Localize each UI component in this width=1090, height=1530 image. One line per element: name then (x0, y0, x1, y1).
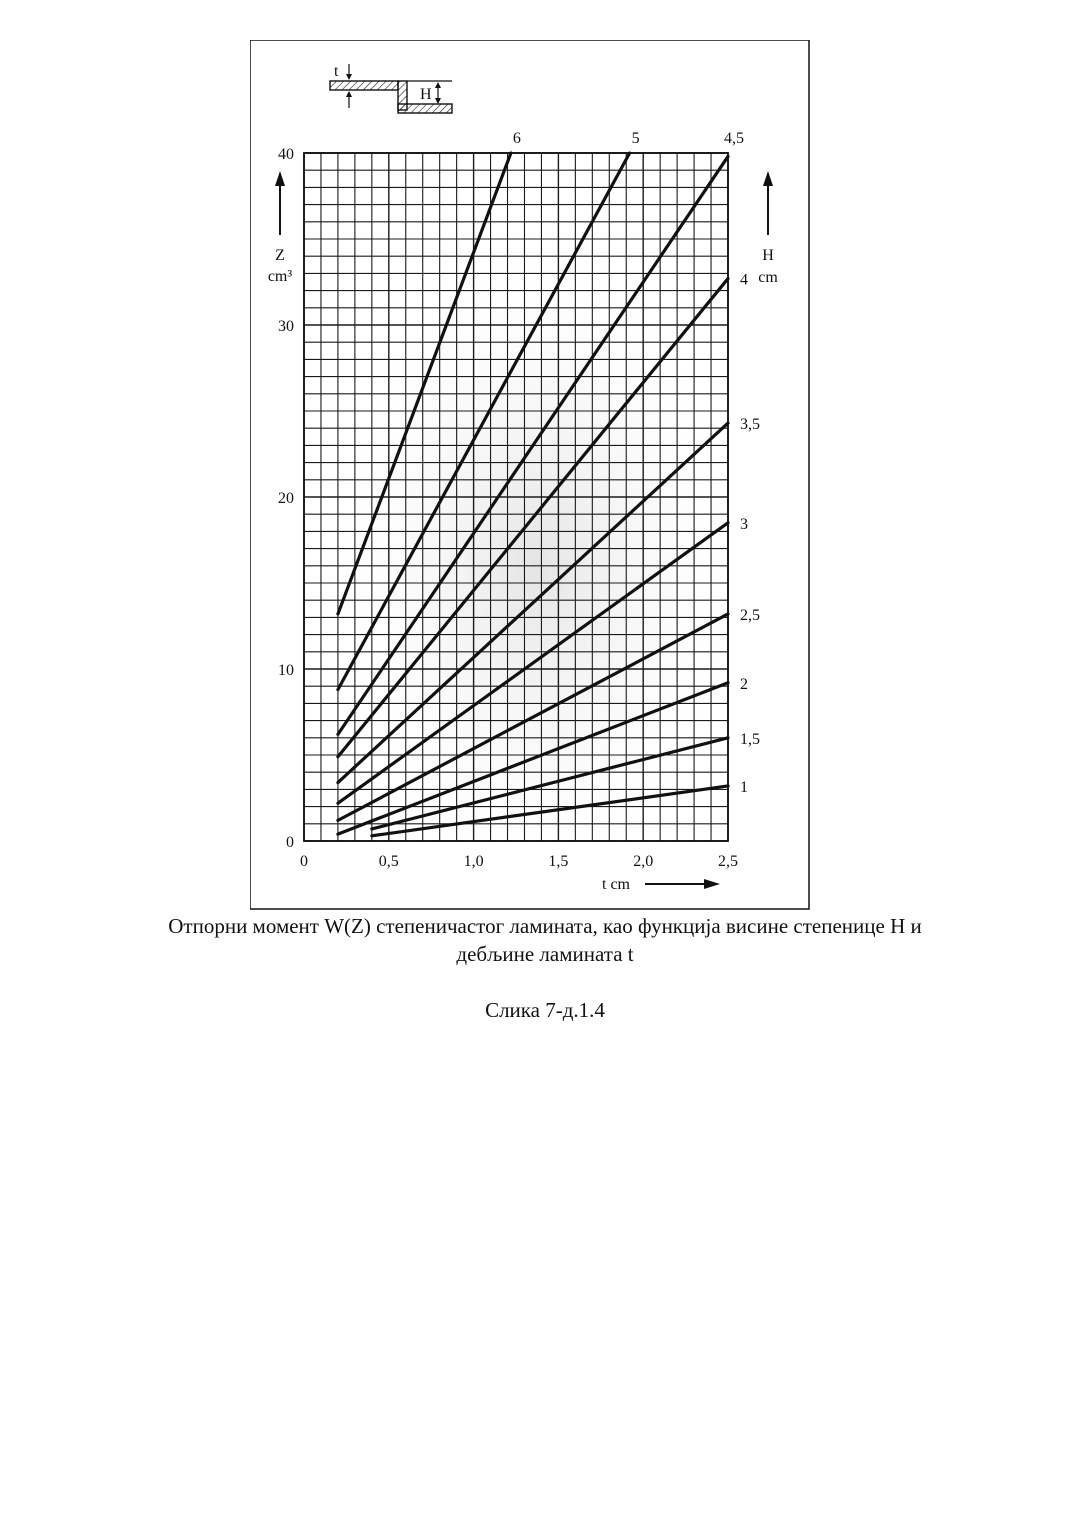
x-tick-label: 2,0 (633, 853, 654, 870)
chart-figure (250, 40, 810, 910)
x-tick-label: 1,0 (463, 853, 484, 870)
x-axis-title: t cm (602, 876, 630, 893)
y-tick-label: 20 (278, 490, 294, 507)
curve-label: 3 (740, 515, 748, 533)
y-axis-symbol: Z (275, 247, 285, 264)
figure-number: Слика 7-д.1.4 (485, 998, 605, 1022)
x-tick-label: 0,5 (378, 853, 399, 870)
curve-label: 4,5 (724, 130, 744, 147)
curve-label: 1,5 (740, 730, 760, 748)
curve-label: 2,5 (740, 606, 760, 624)
y-tick-label: 10 (278, 662, 294, 679)
curve-label: 3,5 (740, 416, 760, 434)
x-tick-label: 2,5 (718, 853, 738, 870)
curve-label: 6 (512, 130, 521, 147)
x-tick-label: 1,5 (548, 853, 569, 870)
curve-label: 1 (740, 778, 748, 796)
x-tick-label: 0 (300, 853, 308, 870)
y-tick-label: 30 (278, 318, 294, 335)
grid (304, 153, 728, 841)
y-tick-label: 40 (278, 146, 294, 163)
chart-svg (250, 40, 810, 910)
figure-caption-line-2: дебљине ламината t (456, 942, 634, 966)
inset-h-label: H (420, 86, 432, 103)
inset-t-label: t (334, 63, 339, 80)
curve-label: 4 (740, 271, 748, 289)
h-unit: cm (758, 269, 778, 286)
curve-label: 2 (740, 675, 748, 693)
curve-label: 5 (631, 130, 640, 147)
figure-caption-line-1: Отпорни момент W(Z) степеничастог ламината, као функција висине степенице H и (168, 914, 922, 938)
y-tick-label: 0 (286, 834, 294, 851)
h-symbol: H (762, 247, 774, 264)
y-axis-unit: cm³ (267, 268, 293, 285)
